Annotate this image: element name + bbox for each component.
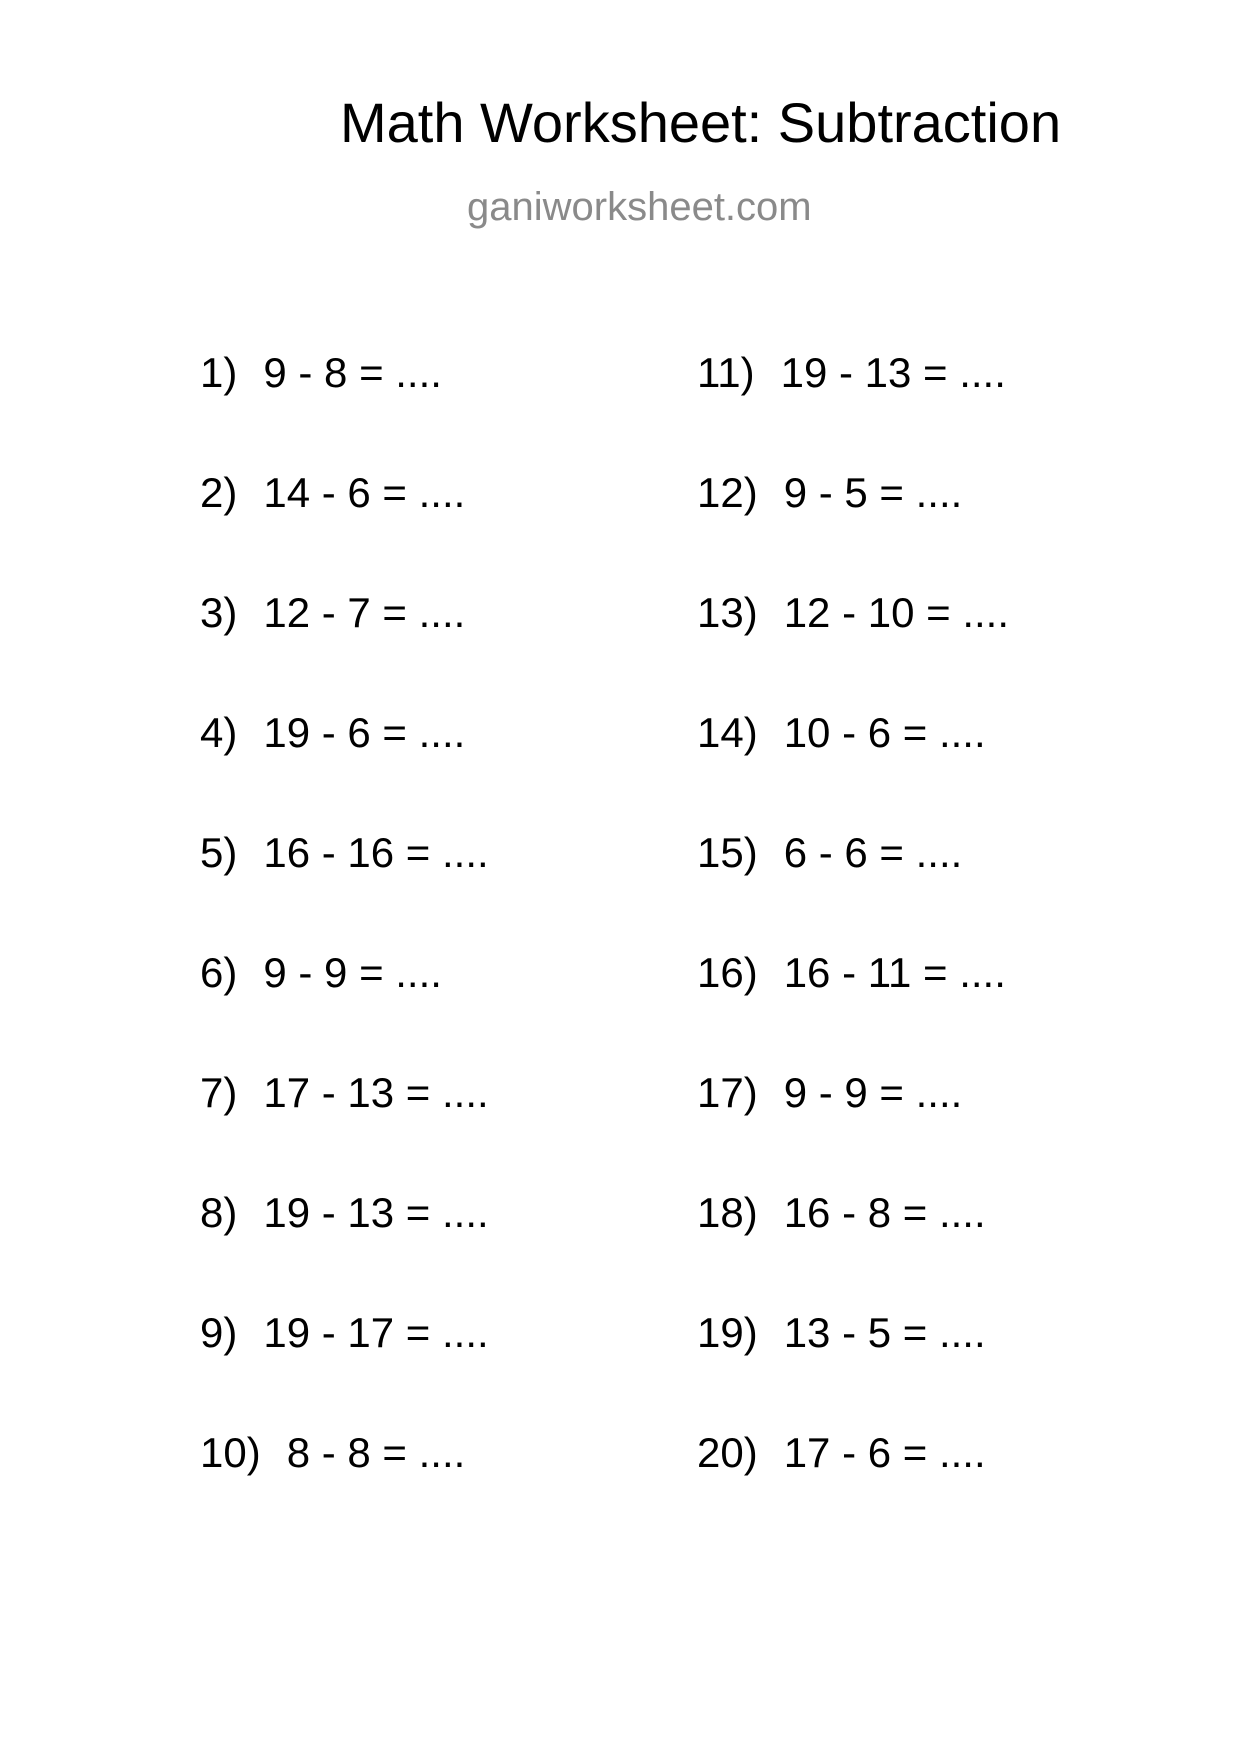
problem-number: 12) <box>697 469 758 516</box>
problem-row <box>697 1428 986 1478</box>
problem-expression: 10 - 6 = .... <box>783 709 986 756</box>
problem-number: 18) <box>697 1189 758 1236</box>
problem-row <box>697 1188 986 1238</box>
problem-number: 13) <box>697 589 758 636</box>
problem-row <box>200 948 442 998</box>
problem-expression: 19 - 17 = .... <box>263 1309 489 1356</box>
problem-expression: 16 - 8 = .... <box>783 1189 986 1236</box>
problem-expression: 9 - 8 = .... <box>263 349 442 396</box>
problem-row <box>200 1068 489 1118</box>
problem-row <box>697 588 1009 638</box>
problem-row <box>697 708 986 758</box>
problem-expression: 19 - 13 = .... <box>263 1189 489 1236</box>
problem-row <box>697 1068 962 1118</box>
problem-expression: 9 - 9 = .... <box>783 1069 963 1116</box>
problem-number: 15) <box>697 829 758 876</box>
problem-number: 9) <box>200 1309 238 1356</box>
problem-number: 4) <box>200 709 238 756</box>
problem-number: 1) <box>200 349 238 396</box>
problem-expression: 9 - 5 = .... <box>783 469 963 516</box>
problem-number: 2) <box>200 469 238 516</box>
problem-expression: 9 - 9 = .... <box>263 949 442 996</box>
problem-expression: 19 - 6 = .... <box>263 709 466 756</box>
problem-number: 8) <box>200 1189 238 1236</box>
problem-row <box>697 948 1006 998</box>
problem-row <box>200 1188 489 1238</box>
problem-expression: 17 - 6 = .... <box>783 1429 986 1476</box>
problem-row <box>697 468 962 518</box>
problem-row <box>697 1308 986 1358</box>
problem-number: 16) <box>697 949 758 996</box>
problem-expression: 8 - 8 = .... <box>286 1429 466 1476</box>
problem-expression: 16 - 16 = .... <box>263 829 489 876</box>
problem-number: 17) <box>697 1069 758 1116</box>
website-label: ganiworksheet.com <box>467 185 812 229</box>
problem-number: 11) <box>697 349 755 396</box>
problem-number: 7) <box>200 1069 238 1116</box>
problem-row <box>200 588 465 638</box>
problem-number: 10) <box>200 1429 261 1476</box>
problem-row <box>697 828 962 878</box>
problem-row <box>200 1428 465 1478</box>
problem-expression: 6 - 6 = .... <box>783 829 963 876</box>
problem-row <box>200 348 442 398</box>
problem-expression: 19 - 13 = .... <box>780 349 1006 396</box>
problem-row <box>200 708 465 758</box>
problem-row <box>697 348 1006 398</box>
problem-number: 20) <box>697 1429 758 1476</box>
page-title: Math Worksheet: Subtraction <box>340 91 1062 154</box>
problem-expression: 13 - 5 = .... <box>783 1309 986 1356</box>
problem-number: 19) <box>697 1309 758 1356</box>
problem-expression: 12 - 7 = .... <box>263 589 466 636</box>
problem-expression: 16 - 11 = .... <box>783 949 1006 996</box>
problem-row <box>200 828 489 878</box>
problem-expression: 17 - 13 = .... <box>263 1069 489 1116</box>
problem-number: 5) <box>200 829 238 876</box>
problem-row <box>200 1308 489 1358</box>
problem-number: 6) <box>200 949 238 996</box>
problem-expression: 12 - 10 = .... <box>783 589 1010 636</box>
problem-expression: 14 - 6 = .... <box>263 469 466 516</box>
problem-row <box>200 468 465 518</box>
problem-number: 14) <box>697 709 758 756</box>
problem-number: 3) <box>200 589 238 636</box>
